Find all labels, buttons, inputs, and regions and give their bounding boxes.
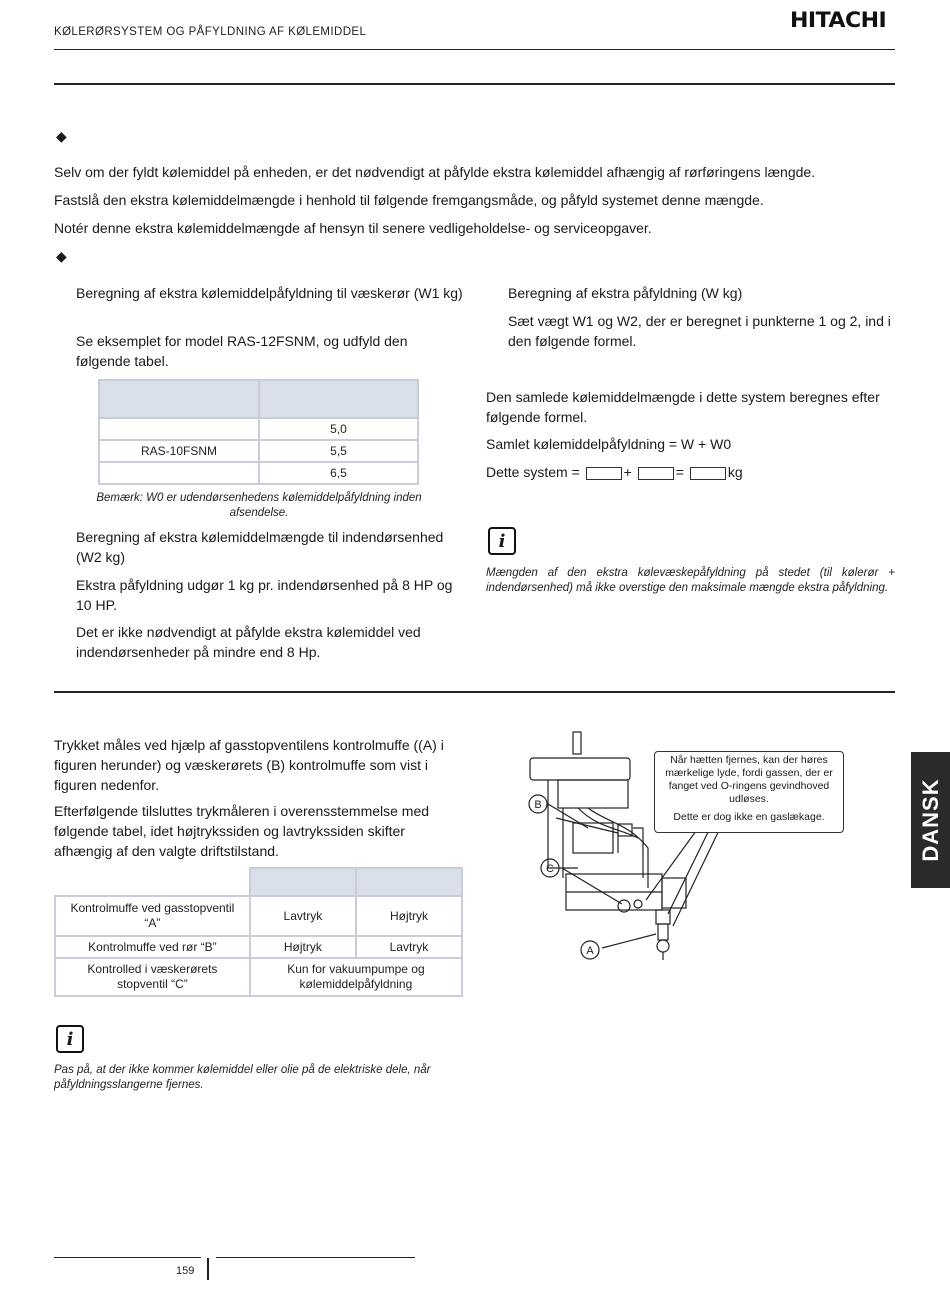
figure-label-c: C [546, 863, 554, 875]
info-note-left: Pas på, at der ikke kommer kølemiddel eller olie på de elektriske dele, når påfyldningsslangerne fjernes. [54, 1064, 431, 1091]
system-label: Dette system = [486, 464, 580, 480]
step2-text-1: Ekstra påfyldning udgør 1 kg pr. indendørsenhed på 8 HP og 10 HP. [76, 577, 453, 613]
info-icon: i [56, 1025, 84, 1053]
refrigerant-table [98, 379, 419, 485]
step2-title: Beregning af ekstra kølemiddelmængde til indendørsenhed (W2 kg) [76, 529, 444, 565]
diamond-bullet-icon: ◆ [56, 248, 67, 264]
pressure-table [54, 867, 463, 997]
footer-rule-left [54, 1257, 201, 1258]
header-rule [54, 49, 895, 50]
diamond-bullet-icon: ◆ [56, 128, 67, 144]
figure-callout [654, 751, 844, 833]
page-number: 159 [176, 1265, 195, 1277]
callout-text-2: Dette er dog ikke en gaslækage. [673, 811, 825, 823]
step3-text: Sæt vægt W1 og W2, der er beregnet i punkterne 1 og 2, ind i den følgende formel. [508, 313, 891, 349]
input-box [638, 467, 674, 480]
total-text: Den samlede kølemiddelmængde i dette system beregnes efter følgende formel. [486, 389, 880, 425]
table-row: 5,0 [99, 418, 418, 440]
table-row: 6,5 [99, 462, 418, 484]
intro-paragraph-1: Selv om der fyldt kølemiddel på enheden, er det nødvendigt at påfylde ekstra kølemiddel afhængig af rørføringens længde. [54, 164, 816, 180]
hitachi-logo: HITACHI [790, 8, 887, 32]
intro-paragraph-3: Notér denne ekstra kølemiddelmængde af hensyn til senere vedligeholdelse- og serviceopgaver. [54, 220, 652, 236]
equals-sign: = [675, 464, 684, 480]
table-header-cell [99, 380, 259, 418]
callout-text-1: Når hætten fjernes, kan der høres mærkelige lyde, fordi gassen, der er fanget ved O-ringens gevindhoved udløses. [665, 754, 833, 805]
step1-text: Se eksemplet for model RAS-12FSNM, og udfyld den følgende tabel. [76, 333, 408, 369]
plus-sign: + [623, 464, 632, 480]
table-note: Bemærk: W0 er udendørsenhedens kølemiddelpåfyldning inden afsendelse. [96, 492, 422, 519]
info-icon: i [488, 527, 516, 555]
section2-paragraph-1: Trykket måles ved hjælp af gasstopventilens kontrolmuffe ((A) i figuren herunder) og væskerørets (B) kontrolmuffe som vist i figuren nedenfor. [54, 737, 444, 793]
table-header-cell [356, 868, 462, 896]
section-rule-top [54, 83, 895, 85]
table-empty-corner [55, 868, 250, 896]
section-rule-2 [54, 691, 895, 693]
footer-divider [207, 1258, 209, 1280]
table-row: Kontrolmuffe ved rør “B” Højtryk Lavtryk [55, 936, 462, 958]
step1-title: Beregning af ekstra kølemiddelpåfyldning til væskerør (W1 kg) [76, 285, 463, 301]
section2-paragraph-2: Efterfølgende tilsluttes trykmåleren i overensstemmelse med følgende tabel, idet højtrykssiden og lavtrykssiden skifter afhængig af den valgte driftstilstand. [54, 803, 430, 859]
table-header-cell [250, 868, 356, 896]
input-box [690, 467, 726, 480]
figure-label-b: B [534, 799, 542, 811]
section-header-title: KØLERØRSYSTEM OG PÅFYLDNING AF KØLEMIDDEL [54, 26, 367, 38]
formula: Samlet kølemiddelpåfyldning = W + W0 [486, 436, 732, 452]
figure-label-a: A [586, 945, 594, 957]
table-row: Kontrolled i væskerørets stopventil “C” Kun for vakuumpumpe og kølemiddelpåfyldning [55, 958, 462, 996]
table-row: RAS-10FSNM 5,5 [99, 440, 418, 462]
step3-title: Beregning af ekstra påfyldning (W kg) [508, 285, 743, 301]
unit-label: kg [727, 464, 743, 480]
input-box [586, 467, 622, 480]
table-header-cell [259, 380, 418, 418]
intro-paragraph-2: Fastslå den ekstra kølemiddelmængde i henhold til følgende fremgangsmåde, og påfyld systemet denne mængde. [54, 192, 764, 208]
table-row: Kontrolmuffe ved gasstopventil “A” Lavtryk Højtryk [55, 896, 462, 936]
system-formula [486, 462, 896, 482]
language-side-tab: DANSK [911, 752, 950, 888]
step2-text-2: Det er ikke nødvendigt at påfylde ekstra kølemiddel ved indendørsenheder på mindre end 8 Hp. [76, 624, 421, 660]
info-note-right: Mængden af den ekstra kølevæskepåfyldning på stedet (til kølerør + indendørsenhed) må ikke overstige den maksimale mængde ekstra påfyldning. [486, 567, 895, 594]
footer-rule-right [216, 1257, 415, 1258]
